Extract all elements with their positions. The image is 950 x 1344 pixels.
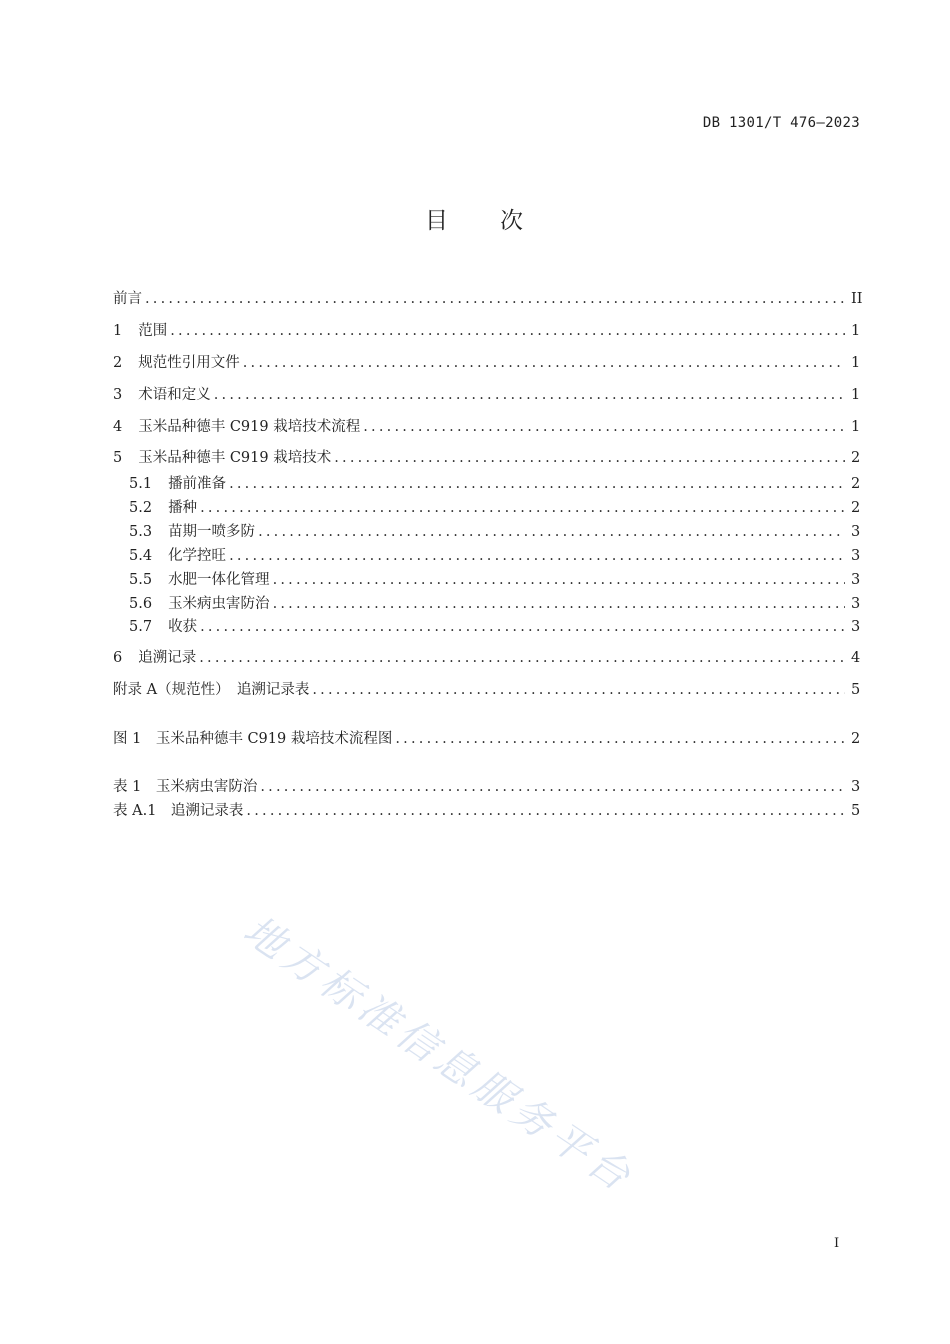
toc-dot-leader	[145, 289, 845, 309]
toc-dot-leader	[214, 385, 845, 405]
page-title	[0, 202, 950, 235]
toc-entry-5-3[interactable]	[129, 522, 859, 542]
toc-entry-label: 苗期一喷多防	[168, 524, 256, 540]
toc-dot-leader	[260, 777, 845, 797]
toc-entry-page: 3	[851, 548, 861, 564]
toc-entry-label: 水肥一体化管理	[168, 572, 270, 588]
toc-dot-leader	[273, 570, 845, 590]
page-number: I	[834, 1236, 840, 1251]
toc-entry-label: 附录 A（规范性） 追溯记录表	[113, 682, 310, 698]
toc-dot-leader	[258, 522, 845, 542]
toc-dot-leader	[200, 617, 845, 637]
toc-entry-number: 3	[113, 387, 123, 403]
toc-entry-5-4[interactable]	[129, 546, 859, 566]
toc-entry-5-5[interactable]	[129, 570, 859, 590]
title-part-2: 次	[500, 208, 525, 234]
toc-entry-appendix-a[interactable]	[113, 680, 859, 700]
toc-entry-number: 5.4	[129, 548, 153, 564]
toc-entry-page: 2	[851, 731, 861, 747]
toc-entry-figure-1[interactable]	[113, 729, 859, 749]
toc-entry-page: 1	[851, 323, 861, 339]
toc-entry-6[interactable]	[113, 648, 859, 668]
toc-entry-label: 追溯记录	[138, 650, 197, 666]
toc-dot-leader	[334, 448, 845, 468]
toc-entry-page: 3	[851, 779, 861, 795]
toc-entry-number: 1	[113, 323, 123, 339]
toc-dot-leader	[273, 594, 845, 614]
toc-entry-label: 术语和定义	[138, 387, 211, 403]
toc-entry-label: 表 1 玉米病虫害防治	[113, 779, 258, 795]
toc-entry-label: 玉米病虫害防治	[168, 596, 270, 612]
toc-entry-5[interactable]	[113, 448, 859, 468]
toc-entry-2[interactable]	[113, 353, 859, 373]
toc-entry-page: 1	[851, 355, 861, 371]
toc-entry-page: 3	[851, 596, 861, 612]
toc-entry-label: 玉米品种德丰 C919 栽培技术	[138, 450, 332, 466]
toc-entry-number: 4	[113, 419, 123, 435]
toc-entry-number: 5	[113, 450, 123, 466]
toc-entry-number: 5.1	[129, 476, 153, 492]
toc-entry-5-6[interactable]	[129, 594, 859, 614]
toc-entry-4[interactable]	[113, 417, 859, 437]
standard-code: DB 1301/T 476—2023	[702, 115, 860, 131]
toc-entry-number: 5.3	[129, 524, 153, 540]
toc-entry-label: 表 A.1 追溯记录表	[113, 803, 244, 819]
toc-dot-leader	[395, 729, 845, 749]
toc-entry-5-1[interactable]	[129, 474, 859, 494]
toc-dot-leader	[246, 801, 845, 821]
toc-entry-label: 范围	[138, 323, 168, 339]
toc-entry-table-a-1[interactable]	[113, 801, 859, 821]
toc-entry-3[interactable]	[113, 385, 859, 405]
toc-entry-label: 播前准备	[168, 476, 227, 492]
toc-entry-foreword[interactable]	[113, 289, 863, 309]
toc-entry-page: 1	[851, 419, 861, 435]
toc-entry-5-7[interactable]	[129, 617, 859, 637]
toc-entry-number: 5.7	[129, 619, 153, 635]
toc-entry-label: 化学控旺	[168, 548, 227, 564]
toc-dot-leader	[312, 680, 845, 700]
toc-entry-page: 2	[851, 500, 861, 516]
toc-entry-number: 2	[113, 355, 123, 371]
toc-entry-page: 1	[851, 387, 861, 403]
toc-entry-page: 4	[851, 650, 861, 666]
toc-entry-table-1[interactable]	[113, 777, 859, 797]
toc-entry-page: 5	[851, 803, 861, 819]
toc-entry-label: 播种	[168, 500, 198, 516]
toc-dot-leader	[243, 353, 845, 373]
watermark: 地方标准信息服务平台	[235, 907, 643, 1203]
toc-dot-leader	[170, 321, 845, 341]
toc-entry-page: 5	[851, 682, 861, 698]
toc-entry-label: 规范性引用文件	[138, 355, 240, 371]
toc-entry-5-2[interactable]	[129, 498, 859, 518]
toc-dot-leader	[229, 474, 845, 494]
toc-dot-leader	[199, 648, 845, 668]
toc-entry-label: 前言	[113, 291, 142, 307]
toc-entry-page: II	[851, 291, 863, 307]
title-part-1: 目	[425, 208, 450, 234]
toc-entry-page: 3	[851, 619, 861, 635]
toc-entry-page: 2	[851, 476, 861, 492]
toc-entry-page: 2	[851, 450, 861, 466]
toc-entry-number: 6	[113, 650, 123, 666]
toc-entry-page: 3	[851, 524, 861, 540]
toc-entry-number: 5.2	[129, 500, 153, 516]
toc-entry-1[interactable]	[113, 321, 859, 341]
toc-entry-label: 图 1 玉米品种德丰 C919 栽培技术流程图	[113, 731, 393, 747]
toc-dot-leader	[229, 546, 845, 566]
toc-entry-label: 收获	[168, 619, 198, 635]
toc-entry-label: 玉米品种德丰 C919 栽培技术流程	[138, 419, 361, 435]
toc-dot-leader	[200, 498, 845, 518]
toc-entry-number: 5.5	[129, 572, 153, 588]
toc-dot-leader	[363, 417, 845, 437]
toc-entry-number: 5.6	[129, 596, 153, 612]
toc-entry-page: 3	[851, 572, 861, 588]
